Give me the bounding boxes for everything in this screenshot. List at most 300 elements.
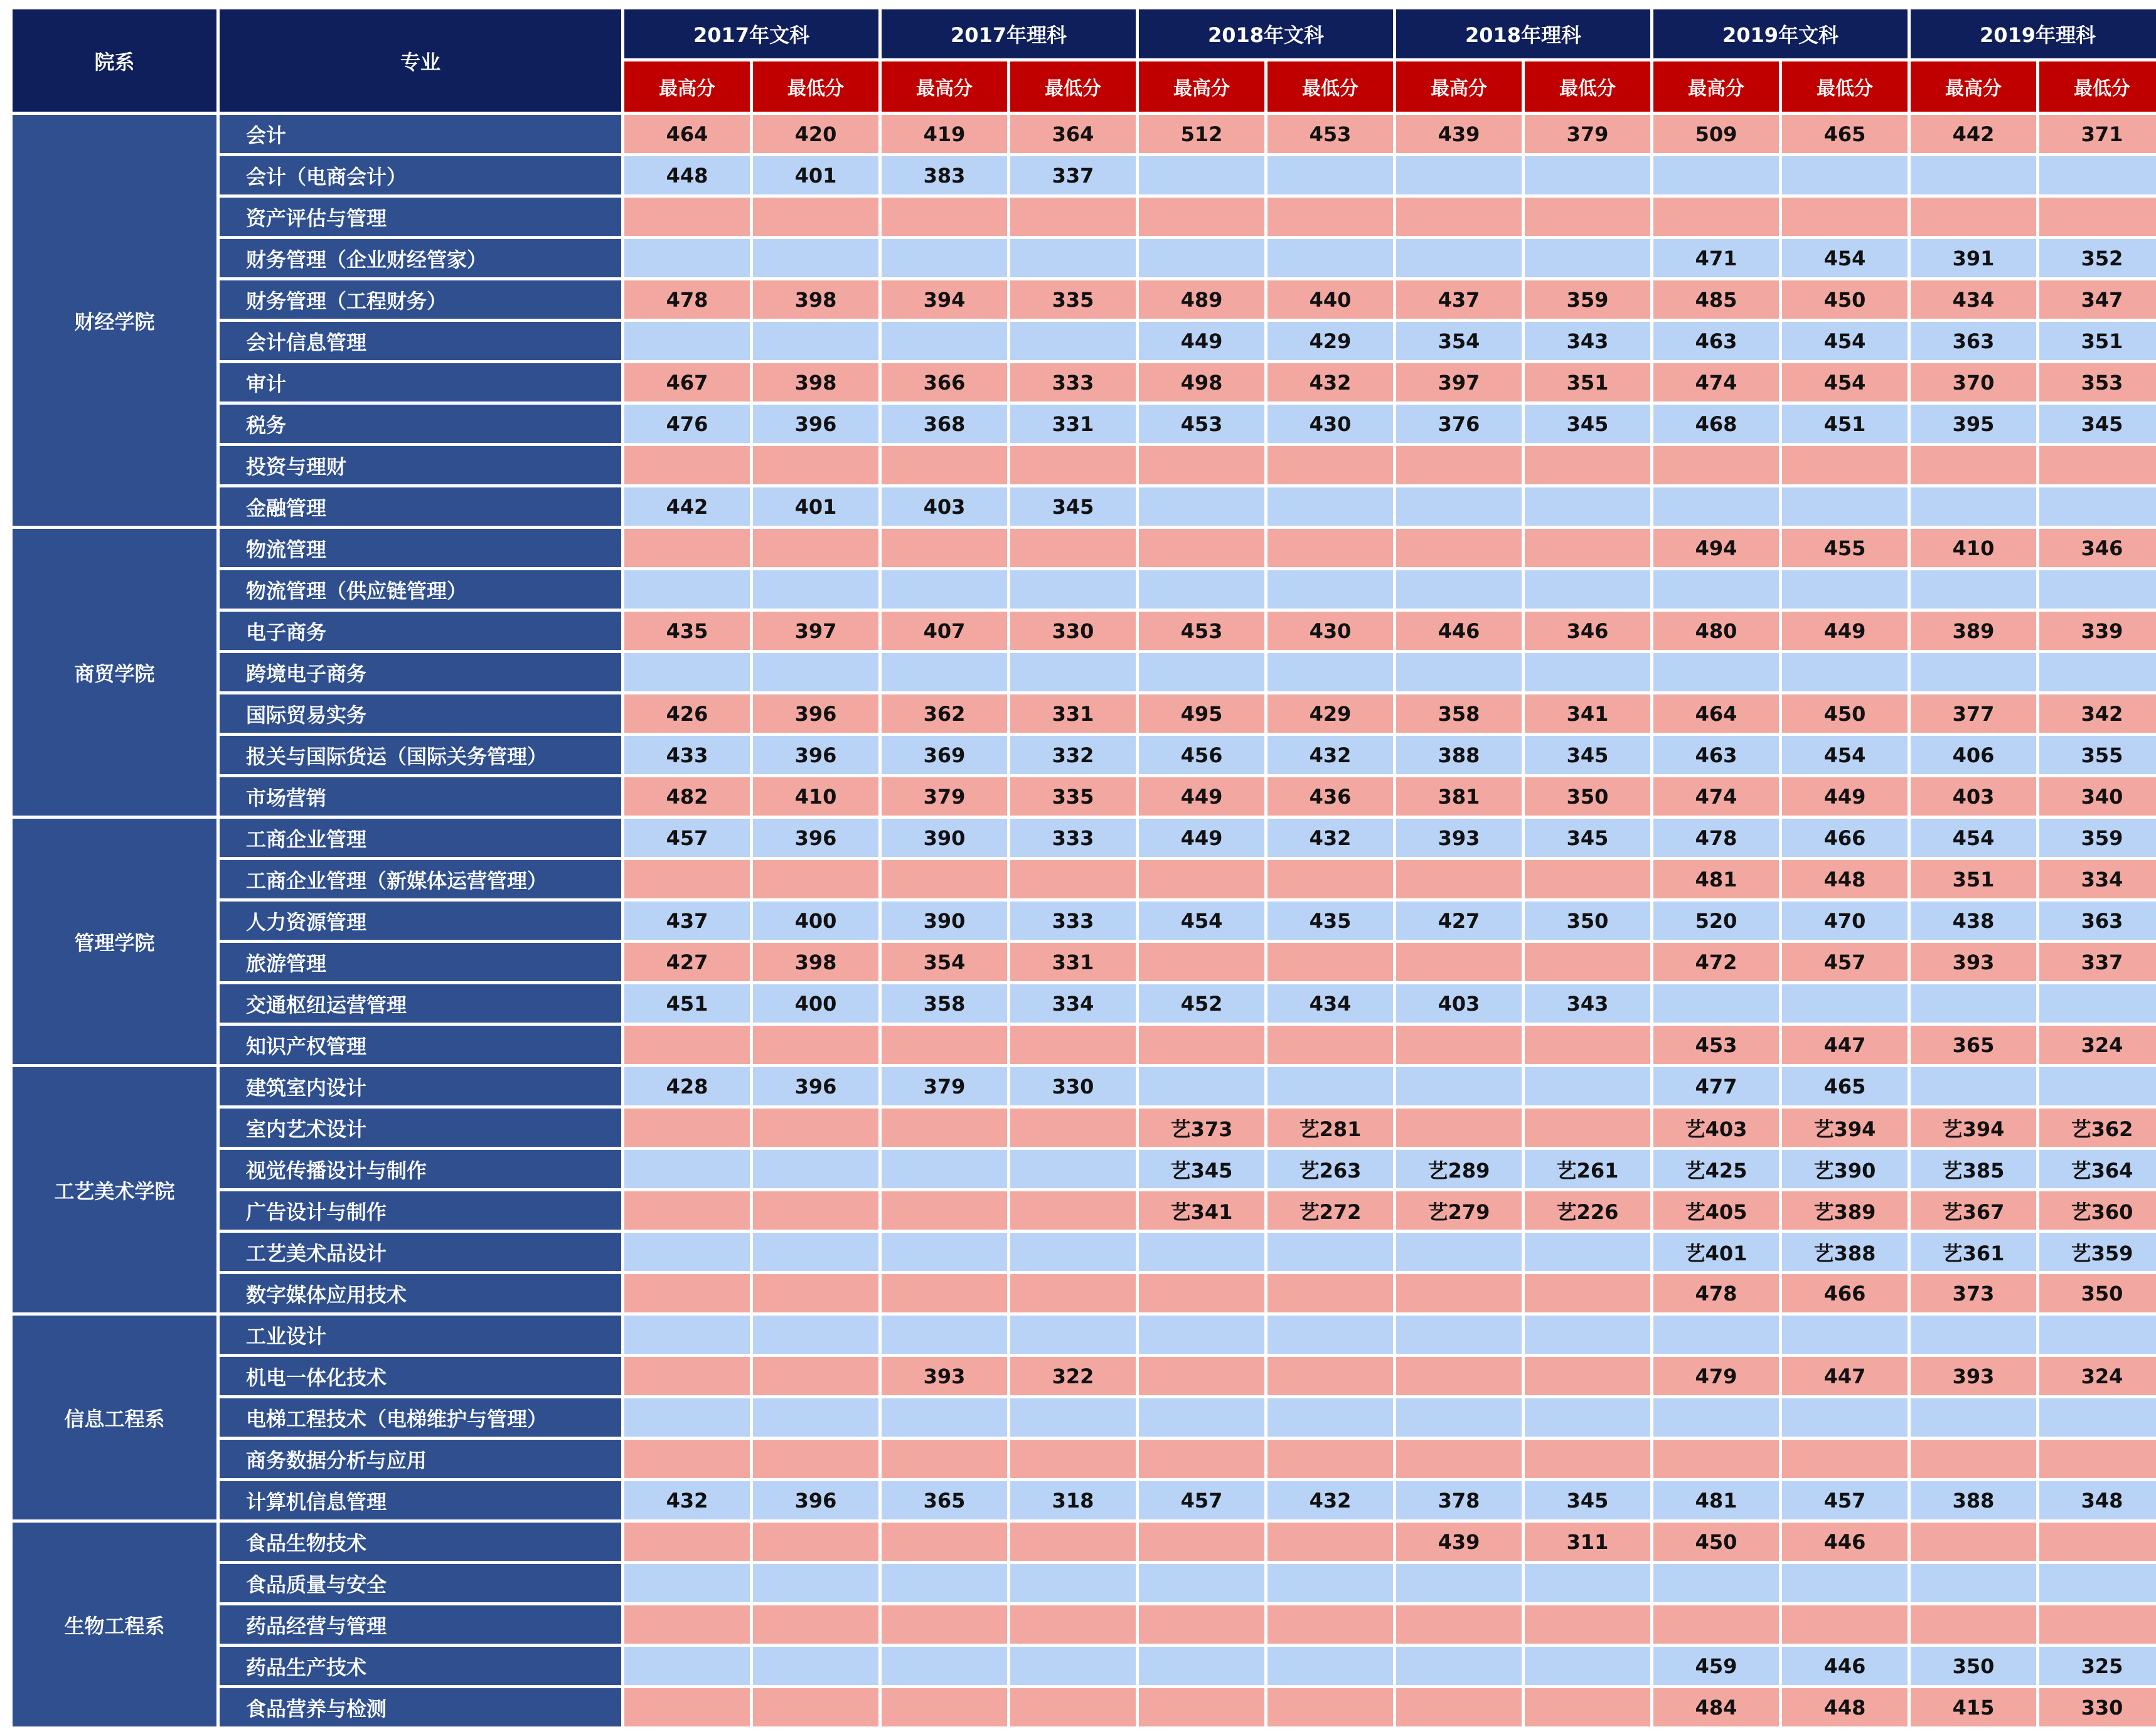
score-cell — [2039, 487, 2156, 526]
score-cell: 艺361 — [1911, 1233, 2036, 1271]
score-cell — [1267, 1398, 1393, 1437]
score-cell: 426 — [624, 694, 750, 733]
score-cell: 459 — [1653, 1647, 1779, 1685]
score-cell: 343 — [1525, 984, 1650, 1023]
score-cell — [2039, 1398, 2156, 1437]
score-cell — [2039, 1564, 2156, 1602]
score-cell: 442 — [1911, 115, 2036, 153]
score-cell — [1782, 1398, 1908, 1437]
score-cell: 429 — [1267, 694, 1393, 733]
score-cell: 393 — [1911, 943, 2036, 981]
score-cell — [1396, 487, 1522, 526]
score-cell: 364 — [1010, 115, 1136, 153]
score-cell: 449 — [1139, 819, 1264, 857]
score-cell: 456 — [1139, 736, 1264, 774]
score-cell — [1525, 1398, 1650, 1437]
score-cell: 396 — [753, 736, 878, 774]
score-cell — [624, 570, 750, 609]
score-cell: 446 — [1782, 1523, 1908, 1561]
score-cell — [1010, 860, 1136, 898]
major-name: 室内艺术设计 — [220, 1109, 621, 1147]
score-cell: 448 — [1782, 860, 1908, 898]
score-cell: 466 — [1782, 1274, 1908, 1312]
score-cell: 495 — [1139, 694, 1264, 733]
score-cell: 401 — [753, 156, 878, 194]
score-cell: 447 — [1782, 1357, 1908, 1395]
score-cell: 346 — [2039, 529, 2156, 567]
score-cell — [1782, 1440, 1908, 1478]
score-cell: 396 — [753, 1067, 878, 1105]
score-cell — [1782, 1564, 1908, 1602]
score-cell — [1525, 1605, 1650, 1644]
score-cell: 454 — [1139, 902, 1264, 940]
score-cell — [1396, 860, 1522, 898]
major-name: 药品生产技术 — [220, 1647, 621, 1685]
score-cell — [1267, 860, 1393, 898]
score-cell: 331 — [1010, 405, 1136, 443]
header-min-score: 最低分 — [1525, 61, 1650, 112]
score-cell — [1911, 1440, 2036, 1478]
score-cell: 429 — [1267, 322, 1393, 360]
score-cell — [1139, 156, 1264, 194]
score-cell — [1396, 1647, 1522, 1685]
score-cell — [882, 198, 1007, 236]
major-name: 物流管理（供应链管理） — [220, 570, 621, 609]
score-cell — [1525, 1357, 1650, 1395]
score-cell — [1139, 1605, 1264, 1644]
score-cell: 400 — [753, 984, 878, 1023]
score-cell: 410 — [1911, 529, 2036, 567]
score-cell — [624, 653, 750, 691]
score-cell: 365 — [1911, 1026, 2036, 1064]
major-name: 旅游管理 — [220, 943, 621, 981]
score-cell — [1010, 1026, 1136, 1064]
score-cell: 艺281 — [1267, 1109, 1393, 1147]
score-cell — [1525, 1316, 1650, 1354]
score-cell: 355 — [2039, 736, 2156, 774]
score-cell — [1525, 156, 1650, 194]
score-cell — [1782, 487, 1908, 526]
score-cell — [1139, 239, 1264, 277]
score-cell: 381 — [1396, 777, 1522, 816]
score-cell: 379 — [882, 1067, 1007, 1105]
header-major: 专业 — [220, 9, 621, 112]
score-cell — [882, 1647, 1007, 1685]
score-cell: 389 — [1911, 612, 2036, 650]
score-cell: 477 — [1653, 1067, 1779, 1105]
score-cell — [624, 1150, 750, 1188]
score-cell: 330 — [1010, 612, 1136, 650]
score-cell: 353 — [2039, 363, 2156, 402]
score-cell: 333 — [1010, 363, 1136, 402]
score-cell — [1911, 984, 2036, 1023]
score-cell: 391 — [1911, 239, 2036, 277]
score-cell: 373 — [1911, 1274, 2036, 1312]
score-cell: 艺279 — [1396, 1191, 1522, 1230]
score-cell: 454 — [1782, 322, 1908, 360]
score-cell — [1653, 653, 1779, 691]
score-cell: 448 — [1782, 1688, 1908, 1726]
score-cell — [1911, 570, 2036, 609]
score-cell — [882, 1316, 1007, 1354]
score-cell — [624, 198, 750, 236]
score-cell: 347 — [2039, 280, 2156, 319]
score-cell — [1267, 1647, 1393, 1685]
score-cell — [1010, 529, 1136, 567]
score-cell: 450 — [1782, 280, 1908, 319]
score-cell — [1525, 1233, 1650, 1271]
score-cell: 艺403 — [1653, 1109, 1779, 1147]
score-cell: 345 — [1525, 736, 1650, 774]
score-cell: 318 — [1010, 1481, 1136, 1519]
score-cell: 艺390 — [1782, 1150, 1908, 1188]
major-name: 食品质量与安全 — [220, 1564, 621, 1602]
score-cell: 艺362 — [2039, 1109, 2156, 1147]
score-cell: 432 — [1267, 1481, 1393, 1519]
major-name: 数字媒体应用技术 — [220, 1274, 621, 1312]
score-cell: 339 — [2039, 612, 2156, 650]
score-cell: 453 — [1653, 1026, 1779, 1064]
score-cell: 371 — [2039, 115, 2156, 153]
score-cell — [1782, 653, 1908, 691]
score-cell: 453 — [1139, 405, 1264, 443]
score-cell: 520 — [1653, 902, 1779, 940]
score-cell: 476 — [624, 405, 750, 443]
score-cell — [882, 653, 1007, 691]
score-cell: 481 — [1653, 860, 1779, 898]
header-group: 2019年理科 — [1911, 9, 2156, 58]
score-cell: 333 — [1010, 902, 1136, 940]
department-name: 生物工程系 — [13, 1523, 216, 1726]
score-cell — [1653, 198, 1779, 236]
score-cell: 449 — [1782, 612, 1908, 650]
score-cell: 463 — [1653, 322, 1779, 360]
score-cell — [1267, 570, 1393, 609]
header-min-score: 最低分 — [1267, 61, 1393, 112]
score-cell — [753, 198, 878, 236]
score-cell — [753, 1150, 878, 1188]
score-cell — [1525, 653, 1650, 691]
score-cell: 348 — [2039, 1481, 2156, 1519]
score-cell — [1010, 1316, 1136, 1354]
score-cell — [882, 570, 1007, 609]
score-cell: 452 — [1139, 984, 1264, 1023]
major-name: 广告设计与制作 — [220, 1191, 621, 1230]
score-cell — [1782, 1316, 1908, 1354]
score-cell — [882, 1274, 1007, 1312]
score-cell: 379 — [882, 777, 1007, 816]
score-cell — [1139, 943, 1264, 981]
score-cell: 432 — [624, 1481, 750, 1519]
score-cell: 433 — [624, 736, 750, 774]
score-cell: 453 — [1139, 612, 1264, 650]
major-name: 电梯工程技术（电梯维护与管理） — [220, 1398, 621, 1437]
score-cell — [624, 1026, 750, 1064]
score-cell: 398 — [753, 943, 878, 981]
score-cell — [1525, 1274, 1650, 1312]
score-cell — [1525, 1109, 1650, 1147]
score-cell: 396 — [753, 819, 878, 857]
score-cell: 363 — [1911, 322, 2036, 360]
score-cell — [1267, 653, 1393, 691]
score-cell — [624, 1605, 750, 1644]
score-cell: 439 — [1396, 1523, 1522, 1561]
score-cell: 335 — [1010, 777, 1136, 816]
major-name: 工业设计 — [220, 1316, 621, 1354]
score-cell — [1010, 1274, 1136, 1312]
score-cell — [1911, 653, 2036, 691]
score-cell: 395 — [1911, 405, 2036, 443]
score-cell: 396 — [753, 694, 878, 733]
score-cell: 398 — [753, 280, 878, 319]
score-cell: 345 — [1525, 819, 1650, 857]
score-cell — [882, 1233, 1007, 1271]
score-cell — [1010, 1233, 1136, 1271]
score-cell — [1525, 1067, 1650, 1105]
score-cell — [882, 529, 1007, 567]
score-cell — [1911, 487, 2036, 526]
major-name: 电子商务 — [220, 612, 621, 650]
score-cell — [1010, 322, 1136, 360]
score-cell — [1267, 1067, 1393, 1105]
score-cell: 468 — [1653, 405, 1779, 443]
score-cell: 432 — [1267, 363, 1393, 402]
score-cell — [1525, 570, 1650, 609]
score-cell — [1525, 860, 1650, 898]
score-cell — [1653, 1605, 1779, 1644]
score-cell: 449 — [1139, 322, 1264, 360]
score-cell — [1782, 570, 1908, 609]
score-cell — [624, 1398, 750, 1437]
major-name: 建筑室内设计 — [220, 1067, 621, 1105]
department-name: 信息工程系 — [13, 1316, 216, 1519]
header-max-score: 最高分 — [624, 61, 750, 112]
score-cell — [882, 322, 1007, 360]
score-cell: 472 — [1653, 943, 1779, 981]
score-cell: 474 — [1653, 363, 1779, 402]
score-cell: 482 — [624, 777, 750, 816]
score-cell: 331 — [1010, 943, 1136, 981]
score-cell: 481 — [1653, 1481, 1779, 1519]
score-cell — [1525, 198, 1650, 236]
score-cell: 359 — [2039, 819, 2156, 857]
score-cell: 447 — [1782, 1026, 1908, 1064]
score-cell — [2039, 198, 2156, 236]
score-cell — [1267, 1688, 1393, 1726]
score-cell: 471 — [1653, 239, 1779, 277]
score-cell — [753, 1233, 878, 1271]
score-cell — [1010, 1440, 1136, 1478]
score-cell: 艺388 — [1782, 1233, 1908, 1271]
score-cell — [882, 1150, 1007, 1188]
score-cell — [1267, 1357, 1393, 1395]
score-cell: 350 — [1525, 902, 1650, 940]
score-cell — [1653, 1564, 1779, 1602]
score-cell — [1653, 1440, 1779, 1478]
score-cell: 479 — [1653, 1357, 1779, 1395]
score-cell — [753, 446, 878, 484]
major-name: 物流管理 — [220, 529, 621, 567]
score-cell: 388 — [1911, 1481, 2036, 1519]
score-cell: 450 — [1653, 1523, 1779, 1561]
score-cell: 艺373 — [1139, 1109, 1264, 1147]
score-cell: 艺425 — [1653, 1150, 1779, 1188]
score-cell — [1396, 1067, 1522, 1105]
score-cell — [1396, 1233, 1522, 1271]
score-cell: 427 — [624, 943, 750, 981]
major-name: 食品生物技术 — [220, 1523, 621, 1561]
major-name: 人力资源管理 — [220, 902, 621, 940]
score-cell: 艺341 — [1139, 1191, 1264, 1230]
score-cell: 396 — [753, 1481, 878, 1519]
score-cell — [1525, 1688, 1650, 1726]
major-name: 食品营养与检测 — [220, 1688, 621, 1726]
score-cell: 437 — [1396, 280, 1522, 319]
score-cell — [1139, 1688, 1264, 1726]
score-cell — [753, 1109, 878, 1147]
score-cell — [882, 1564, 1007, 1602]
score-cell: 383 — [882, 156, 1007, 194]
score-cell — [753, 1647, 878, 1685]
score-cell: 362 — [882, 694, 1007, 733]
score-cell: 439 — [1396, 115, 1522, 153]
score-cell — [882, 239, 1007, 277]
score-cell: 363 — [2039, 902, 2156, 940]
score-cell — [1139, 529, 1264, 567]
score-cell: 435 — [624, 612, 750, 650]
header-max-score: 最高分 — [1653, 61, 1779, 112]
score-cell — [1267, 198, 1393, 236]
major-name: 资产评估与管理 — [220, 198, 621, 236]
score-cell — [753, 1026, 878, 1064]
score-cell: 366 — [882, 363, 1007, 402]
score-cell: 480 — [1653, 612, 1779, 650]
header-min-score: 最低分 — [753, 61, 878, 112]
score-cell — [1010, 1191, 1136, 1230]
score-cell — [1525, 1440, 1650, 1478]
score-cell — [1653, 156, 1779, 194]
score-cell: 324 — [2039, 1357, 2156, 1395]
major-name: 机电一体化技术 — [220, 1357, 621, 1395]
score-cell — [1139, 1647, 1264, 1685]
score-cell: 345 — [1525, 1481, 1650, 1519]
score-cell: 494 — [1653, 529, 1779, 567]
score-cell: 432 — [1267, 736, 1393, 774]
score-cell — [1396, 1398, 1522, 1437]
score-cell — [624, 1688, 750, 1726]
score-cell — [1139, 1357, 1264, 1395]
score-cell — [1010, 1564, 1136, 1602]
major-name: 财务管理（工程财务） — [220, 280, 621, 319]
score-cell: 457 — [1782, 1481, 1908, 1519]
major-name: 会计（电商会计） — [220, 156, 621, 194]
score-cell — [624, 529, 750, 567]
score-cell — [1396, 943, 1522, 981]
score-cell: 430 — [1267, 405, 1393, 443]
score-cell: 450 — [1782, 694, 1908, 733]
score-cell: 457 — [624, 819, 750, 857]
score-cell: 艺226 — [1525, 1191, 1650, 1230]
score-cell — [1139, 860, 1264, 898]
score-cell — [1139, 1067, 1264, 1105]
score-cell — [624, 239, 750, 277]
score-cell — [1267, 487, 1393, 526]
score-cell — [1911, 1564, 2036, 1602]
score-cell: 345 — [2039, 405, 2156, 443]
score-cell: 398 — [753, 363, 878, 402]
score-cell: 354 — [1396, 322, 1522, 360]
score-cell — [1010, 1688, 1136, 1726]
score-cell: 451 — [1782, 405, 1908, 443]
score-cell: 艺359 — [2039, 1233, 2156, 1271]
score-cell — [753, 1398, 878, 1437]
score-cell — [753, 1191, 878, 1230]
score-cell: 311 — [1525, 1523, 1650, 1561]
score-cell: 446 — [1782, 1647, 1908, 1685]
score-cell — [753, 1523, 878, 1561]
score-cell — [624, 1523, 750, 1561]
score-cell — [1139, 1398, 1264, 1437]
score-cell — [624, 1647, 750, 1685]
score-cell: 390 — [882, 902, 1007, 940]
score-cell — [882, 1398, 1007, 1437]
score-cell — [1139, 1316, 1264, 1354]
header-group: 2018年理科 — [1396, 9, 1650, 58]
score-cell: 478 — [1653, 819, 1779, 857]
score-cell — [1267, 1440, 1393, 1478]
score-cell: 艺263 — [1267, 1150, 1393, 1188]
score-cell: 435 — [1267, 902, 1393, 940]
score-cell — [1653, 984, 1779, 1023]
score-cell: 艺385 — [1911, 1150, 2036, 1188]
score-cell: 457 — [1782, 943, 1908, 981]
score-cell: 436 — [1267, 777, 1393, 816]
score-cell: 478 — [624, 280, 750, 319]
score-cell: 335 — [1010, 280, 1136, 319]
score-cell: 403 — [1396, 984, 1522, 1023]
score-cell: 453 — [1267, 115, 1393, 153]
score-cell: 369 — [882, 736, 1007, 774]
score-cell: 442 — [624, 487, 750, 526]
score-cell: 428 — [624, 1067, 750, 1105]
score-cell: 322 — [1010, 1357, 1136, 1395]
score-cell — [753, 239, 878, 277]
score-cell: 396 — [753, 405, 878, 443]
score-cell: 376 — [1396, 405, 1522, 443]
score-cell — [624, 322, 750, 360]
score-cell: 449 — [1139, 777, 1264, 816]
score-cell — [1396, 1316, 1522, 1354]
major-name: 跨境电子商务 — [220, 653, 621, 691]
score-cell: 454 — [1782, 239, 1908, 277]
score-cell — [1525, 1647, 1650, 1685]
score-cell: 370 — [1911, 363, 2036, 402]
score-cell — [753, 1564, 878, 1602]
score-cell: 466 — [1782, 819, 1908, 857]
score-cell: 509 — [1653, 115, 1779, 153]
score-cell: 352 — [2039, 239, 2156, 277]
score-cell — [624, 1109, 750, 1147]
score-cell: 388 — [1396, 736, 1522, 774]
score-cell — [1911, 1316, 2036, 1354]
score-cell — [1267, 446, 1393, 484]
score-cell — [1139, 446, 1264, 484]
score-cell — [1653, 1398, 1779, 1437]
score-cell: 403 — [882, 487, 1007, 526]
score-cell — [2039, 1316, 2156, 1354]
score-cell: 438 — [1911, 902, 2036, 940]
score-cell: 478 — [1653, 1274, 1779, 1312]
